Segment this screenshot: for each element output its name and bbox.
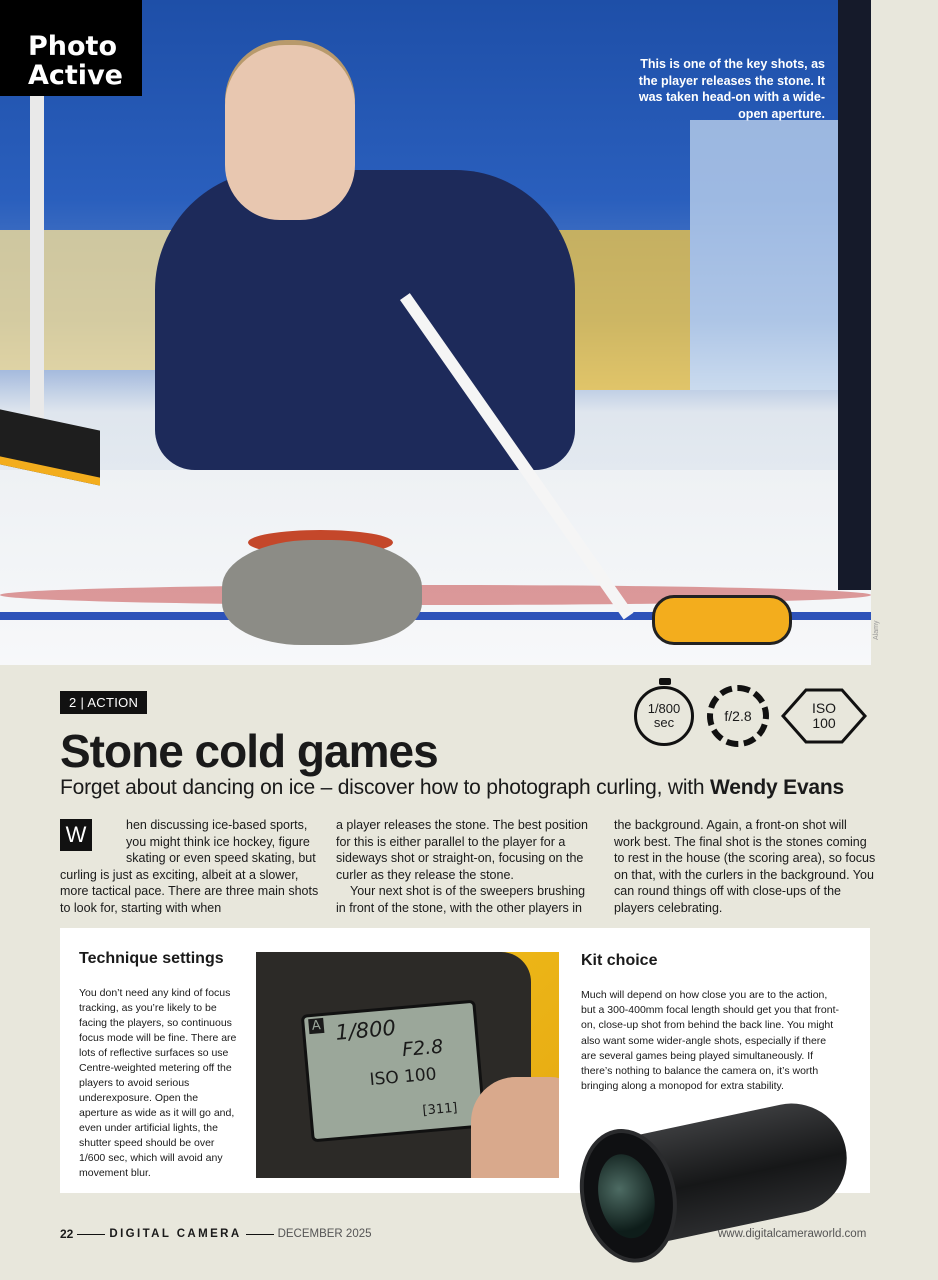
magazine-name: DIGITAL CAMERA <box>109 1228 242 1240</box>
standfirst <box>60 776 844 800</box>
footer-rule <box>246 1234 274 1235</box>
technique-heading: Technique settings <box>79 950 224 967</box>
dropcap: W <box>60 819 92 851</box>
page-title: Stone cold games <box>60 725 438 777</box>
sweeper-leg-right <box>838 0 871 590</box>
lcd-shots-remaining: [311] <box>421 1100 459 1119</box>
badge-line2: Active <box>28 60 123 91</box>
stopwatch-knob-icon <box>659 678 671 685</box>
author-name: Wendy Evans <box>710 776 845 799</box>
section-tag: 2 | ACTION <box>60 691 147 714</box>
camera-lcd-screen <box>301 1000 486 1143</box>
curler-body <box>155 170 575 470</box>
body-text-col1: hen discussing ice-based sports, you might think ice hockey, figure skating or even speed skating, but curling is just as exciting, albeit at a slower, more tactical pace. There are three main shots to look for, starting with when <box>60 818 319 915</box>
iso-value: 100 <box>812 715 836 731</box>
section-badge <box>0 0 142 96</box>
shutter-value: 1/800 <box>647 701 681 716</box>
badge-line1: Photo <box>28 31 118 62</box>
lcd-iso: ISO 100 <box>368 1064 438 1091</box>
issue-date: DECEMBER 2025 <box>277 1228 372 1240</box>
standfirst-text: Forget about dancing on ice – discover how to photograph curling, with <box>60 776 711 799</box>
iso-label: ISO <box>811 700 837 716</box>
aperture-value: f/2.8 <box>724 708 752 724</box>
website-url: www.digitalcameraworld.com <box>718 1228 867 1240</box>
footer-rule <box>77 1234 105 1235</box>
arena-banner-right <box>690 120 840 390</box>
photo-credit: Alamy <box>873 620 880 640</box>
hero-caption: This is one of the key shots, as the player releases the stone. It was taken head-on with a wide-open aperture. <box>638 57 825 121</box>
shutter-speed-icon <box>634 686 694 746</box>
shutter-unit: sec <box>653 715 675 730</box>
hero-photo-curling <box>0 0 871 665</box>
body-text-col2-p2: Your next shot is of the sweepers brushing in front of the stone, with the other players in <box>336 884 586 915</box>
body-column-3 <box>614 817 876 916</box>
curler-brush-head <box>652 595 792 645</box>
lcd-mode: A <box>308 1018 324 1034</box>
aperture-icon <box>707 685 769 747</box>
curler-face <box>225 45 355 220</box>
photographer-hand <box>471 1077 559 1178</box>
body-column-1 <box>60 817 320 916</box>
iso-icon <box>781 686 867 746</box>
page-footer <box>60 1227 372 1241</box>
body-column-2 <box>336 817 598 916</box>
kit-text: Much will depend on how close you are to the action, but a 300-400mm focal length should get you that front-on, close-up shot from behind the back line. You might also want some wider-angle shots, especially if there are several games being played simultaneously. If there’s nothing to balance the camera on, it’s worth bringing along a monopod for extra stability. <box>581 989 839 1093</box>
body-text-col3: the background. Again, a front-on shot will work best. The final shot is the stones coming to rest in the house (the scoring area), so focus on that, with the curlers in the background. You can round things off with close-ups of the players celebrating. <box>614 818 876 915</box>
lcd-fnumber: F2.8 <box>401 1035 445 1062</box>
body-text-col2-p1: a player releases the stone. The best position for this is either parallel to the player for a sideways shot or straight-on, focusing on the curler as they release the stone. <box>336 818 589 882</box>
technique-text: You don’t need any kind of focus tracking, as you’re likely to be facing the players, so continuous focus mode will be fine. There are lots of reflective surfaces so use Centre-weighted metering off the players to avoid serious underexposure. Open the aperture as wide as it will go and, even under artificial lights, the shutter speed should be over 1/600 sec, which will avoid any movement blur. <box>79 987 237 1179</box>
broom-handle-left <box>30 95 44 425</box>
kit-heading: Kit choice <box>581 952 658 969</box>
camera-lcd-photo <box>256 952 559 1178</box>
curling-stone <box>222 540 422 645</box>
lcd-shutter: 1/800 <box>334 1015 397 1045</box>
page-number: 22 <box>60 1227 74 1241</box>
